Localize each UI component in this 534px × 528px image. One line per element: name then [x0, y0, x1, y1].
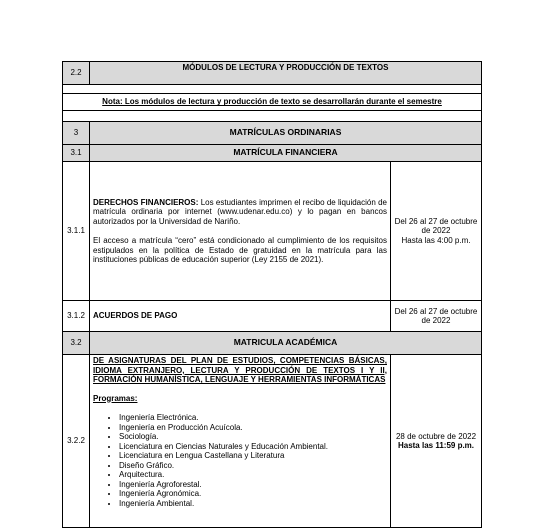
list-item: • Ingeniería Agroforestal. [119, 480, 387, 490]
row-text: Los estudiantes imprimen el recibo de liquidación de matrícula ordinaria por internet (www.udenar.edu.co) y lo pagan en bancos autorizados por la Universidad de Nariño. [93, 197, 387, 226]
row-description [90, 162, 391, 301]
programs-list [93, 413, 387, 508]
list-item: • Licenciatura en Lengua Castellana y Literatura [119, 451, 387, 461]
row-number: 3.1.2 [63, 301, 90, 332]
list-item: • Ingeniería en Producción Acuícola. [119, 423, 387, 433]
section-row-2-2 [63, 62, 482, 85]
time-text: Hasta las 11:59 p.m. [397, 441, 475, 450]
row-3-1-1 [63, 162, 482, 301]
date-text: 28 de octubre de 2022 [395, 431, 477, 441]
row-number: 3.1 [63, 145, 90, 162]
section-row-3-2 [63, 332, 482, 355]
row-number: 3 [63, 122, 90, 145]
section-title: MATRICULA ACADÉMICA [90, 332, 482, 355]
note-row [63, 94, 482, 111]
date-cell [390, 355, 481, 528]
list-item: • Ingeniería Ambiental. [119, 499, 387, 509]
list-item: • Licenciatura en Ciencias Naturales y Educación Ambiental. [119, 442, 387, 452]
section-title: MATRÍCULA FINANCIERA [90, 145, 482, 162]
list-item: • Diseño Gráfico. [119, 461, 387, 471]
section-row-3 [63, 122, 482, 145]
row-heading: DE ASIGNATURAS DEL PLAN DE ESTUDIOS, COMPETENCIAS BÁSICAS, IDIOMA EXTRANJERO, LECTURA Y PRODUCCIÓN DE TEXTOS I Y II, FORMACIÓN HUMANÍSTICA, LENGUAJE Y HERRAMIENTAS INFORMÁTICAS [93, 356, 387, 384]
row-number: 3.2 [63, 332, 90, 355]
row-number: 3.1.1 [63, 162, 90, 301]
row-3-1-2 [63, 301, 482, 332]
section-title: MATRÍCULAS ORDINARIAS [90, 122, 482, 145]
list-item: • Arquitectura. [119, 470, 387, 480]
row-text-2: El acceso a matrícula “cero” está condicionado al cumplimiento de los requisitos estipulados en la política de Estado de gratuidad en la matrícula para las instituciones públicas de educación superior (Ley 2155 de 2021). [93, 236, 387, 264]
programs-label: Programas: [93, 393, 138, 403]
row-title: ACUERDOS DE PAGO [90, 301, 391, 332]
time-text: Hasta las 4:00 p.m. [401, 235, 471, 245]
row-description [90, 355, 391, 528]
section-title: MÓDULOS DE LECTURA Y PRODUCCIÓN DE TEXTOS [90, 62, 482, 85]
date-text: Del 26 al 27 de octubre de 2022 [394, 216, 478, 236]
row-number: 3.2.2 [63, 355, 90, 528]
row-label: DERECHOS FINANCIEROS: [93, 197, 199, 207]
date-text: Del 26 al 27 de octubre de 2022 [390, 301, 481, 332]
schedule-table [62, 61, 482, 528]
section-row-3-1 [63, 145, 482, 162]
date-cell [390, 162, 481, 301]
row-3-2-2 [63, 355, 482, 528]
list-item: • Ingeniería Electrónica. [119, 413, 387, 423]
list-item: • Ingeniería Agronómica. [119, 489, 387, 499]
note-text: Nota: Los módulos de lectura y producción de texto se desarrollarán durante el semestre [63, 94, 482, 111]
list-item: • Sociología. [119, 432, 387, 442]
row-number: 2.2 [63, 62, 90, 85]
